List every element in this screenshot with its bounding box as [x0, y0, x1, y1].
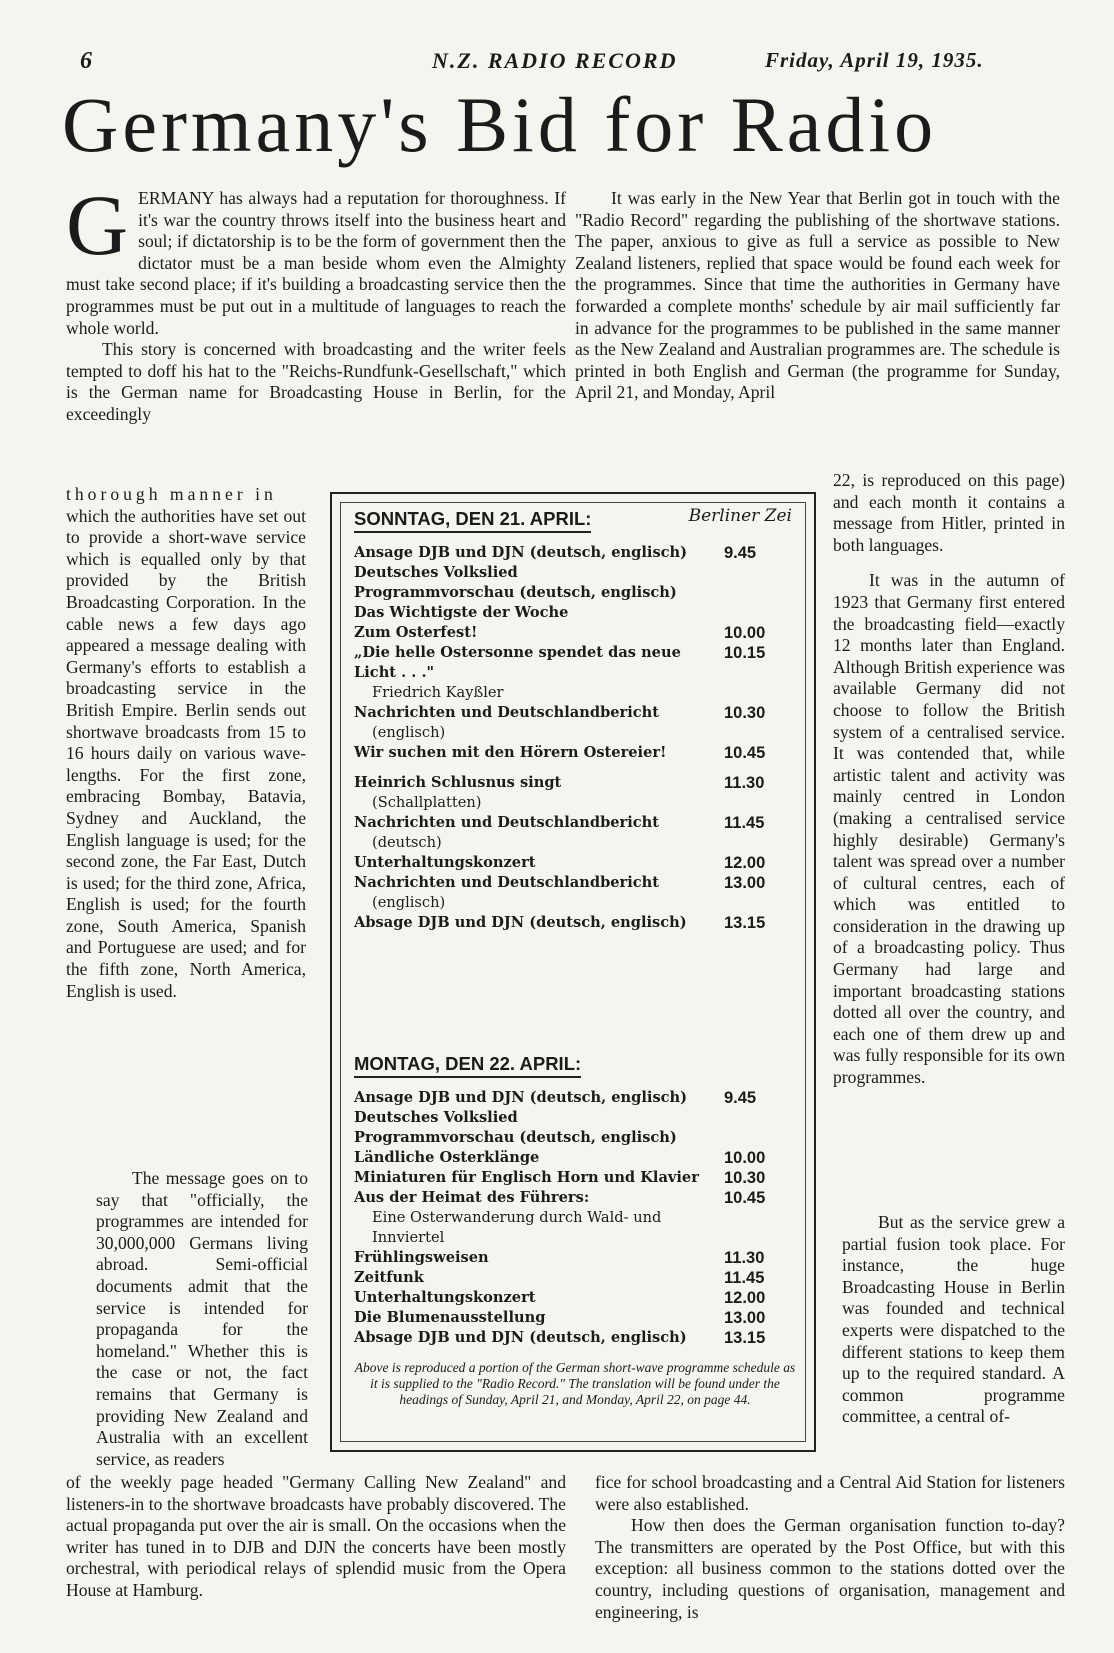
schedule-row: [354, 623, 796, 643]
left-narrow-column: [66, 484, 306, 1002]
schedule-row: [354, 1088, 796, 1108]
right-paragraph-2: It was in the autumn of 1923 that Germany first entered the broadcasting field—exactly 12 months later than England. Although British experience was available Germany did not choose to follow the British system of a centralised service. It was contended that, while artistic talent and activity was mainly centred in London (making a centralised service highly desirable) Germany's talent was spread over a number of cultural centres, each of which was entitled to consideration in the drawing up of a broadcasting policy. Thus Germany had large and important broadcasting stations dotted all over the country, and each one of them drew up and was fully responsible for its own programmes.: [833, 570, 1065, 1088]
schedule-row: [354, 1288, 796, 1308]
schedule-row: [354, 873, 796, 913]
programme-time: 9.45: [724, 1089, 757, 1107]
schedule-row: [354, 1108, 796, 1128]
schedule-row: [354, 703, 796, 743]
article-title: Germany's Bid for Radio: [62, 81, 938, 168]
paragraph-2-continued: which the authorities have set out to provide a short-wave service which is equalled only by that provided by the British Broadcasting Corporation. In the cable news a few days ago appeared a message dealing with Germany's efforts to establish a broadcasting service in the British Empire. Berlin sends out shortwave broadcasts from 15 to 16 hours daily on various wave-lengths. For the first zone, embracing Bombay, Batavia, Sydney and Auckland, the English language is used; for the second zone, the Far East, Dutch is used; for the third zone, Africa, English is used; for the fourth zone, South America, Spanish and Portuguese are used; and for the fifth zone, North America, English is used.: [66, 505, 306, 1001]
sunday-schedule: [354, 543, 796, 933]
programme-title: [354, 1148, 724, 1168]
programme-label: Ansage DJB und DJN (deutsch, englisch): [354, 1089, 688, 1106]
programme-time: 12.00: [724, 854, 766, 872]
programme-label: Programmvorschau (deutsch, englisch): [354, 1129, 677, 1146]
programme-time: 9.45: [724, 544, 757, 562]
right-paragraph-3: But as the service grew a partial fusion took place. For instance, the huge Broadcasting House in Berlin was founded and technical experts were dispatched to the different stations to keep them up to the required standard. A common programme committee, a central of-: [842, 1212, 1065, 1427]
schedule-row: [354, 743, 796, 763]
programme-label: Wir suchen mit den Hörern Ostereier!: [354, 744, 667, 761]
article-intro: [66, 177, 566, 426]
sunday-heading: SONNTAG, DEN 21. APRIL:: [354, 508, 591, 533]
programme-label: Aus der Heimat des Führers:: [354, 1189, 590, 1206]
programme-title: [354, 1288, 724, 1308]
programme-title: [354, 1308, 724, 1328]
programme-label: Nachrichten und Deutschlandbericht: [354, 704, 660, 721]
programme-time: 10.30: [724, 704, 766, 722]
programme-time: 13.15: [724, 914, 766, 932]
right-paragraph-1: It was early in the New Year that Berlin got in touch with the "Radio Record" regarding the publishing of the shortwave stations. The paper, anxious to give as full a service as possible to New Zealand listeners, replied that space would be found each week for the programmes. Since that time the authorities in Germany have forwarded a complete months' schedule by air mail sufficiently far in advance for the programmes to be published in the same manner as the New Zealand and Australian programmes are. The schedule is printed in both English and German (the programme for Sunday, April 21, and Monday, April: [575, 188, 1060, 403]
programme-label: „Die helle Ostersonne spendet das neue Licht . . .": [354, 644, 681, 681]
paragraph-1: ERMANY has always had a reputation for thoroughness. If it's war the country throws itself into the business heart and soul; if dictatorship is to be the form of government then the dictator must be a man beside whom even the Almighty must take second place; if it's building a broadcasting service then the programmes must be put out in a multitude of languages to reach the whole world.: [66, 188, 566, 338]
schedule-caption: Above is reproduced a portion of the German short-wave programme schedule as it is supplied to the "Radio Record." The translation will be found under the headings of Sunday, April 21, and Monday, April 22, on page 44.: [354, 1360, 796, 1407]
programme-label: Frühlingsweisen: [354, 1249, 489, 1266]
programme-label: Nachrichten und Deutschlandbericht: [354, 874, 660, 891]
programme-time: [724, 1128, 796, 1148]
programme-label: Absage DJB und DJN (deutsch, englisch): [354, 914, 687, 931]
programme-time: [724, 563, 796, 583]
programme-time: 13.00: [724, 874, 766, 892]
programme-title: [354, 583, 724, 603]
programme-label: Zeitfunk: [354, 1269, 424, 1286]
schedule-row: [354, 1308, 796, 1328]
programme-time: 13.15: [724, 1329, 766, 1347]
programme-time: [724, 603, 796, 623]
right-paragraph-1-continued: 22, is reproduced on this page) and each month it contains a message from Hitler, printed in both languages.: [833, 470, 1065, 555]
programme-label: Absage DJB und DJN (deutsch, englisch): [354, 1329, 687, 1346]
paragraph-3-continued: of the weekly page headed "Germany Calling New Zealand" and listeners-in to the shortwave broadcasts have probably discovered. The actual propaganda put over the air is small. On the occasions when the writer has tuned in to DJB and DJN the concerts have been mostly orchestral, with periodical relays of splendid music from the Opera House at Hamburg.: [66, 1472, 566, 1600]
programme-time: 11.30: [724, 774, 765, 792]
programme-title: [354, 1188, 724, 1248]
schedule-row: [354, 603, 796, 623]
programme-subtitle: (englisch): [372, 724, 446, 741]
programme-title: [354, 623, 724, 643]
programme-label: Nachrichten und Deutschlandbericht: [354, 814, 660, 831]
right-paragraph-3-continued: fice for school broadcasting and a Central Aid Station for listeners were also established.: [595, 1472, 1065, 1514]
schedule-row: [354, 1248, 796, 1268]
programme-time: 10.45: [724, 1189, 766, 1207]
programme-time: 11.45: [724, 1269, 765, 1287]
programme-subtitle: Eine Osterwanderung durch Wald- und Innviertel: [372, 1209, 662, 1246]
schedule-row: [354, 583, 796, 603]
programme-title: [354, 603, 724, 623]
programme-time: 11.45: [724, 814, 765, 832]
paragraph-2-continued-spaced: thorough manner in: [66, 484, 277, 504]
programme-title: [354, 1128, 724, 1148]
schedule-row: [354, 1128, 796, 1148]
schedule-row: [354, 913, 796, 933]
programme-label: Heinrich Schlusnus singt: [354, 774, 562, 791]
schedule-row: [354, 773, 796, 813]
programme-label: Zum Osterfest!: [354, 624, 478, 641]
programme-label: Ansage DJB und DJN (deutsch, englisch): [354, 544, 688, 561]
programme-title: [354, 543, 724, 563]
programme-title: [354, 643, 724, 703]
programme-label: Deutsches Volkslied: [354, 564, 518, 581]
programme-time: [724, 583, 796, 603]
schedule-row: [354, 1328, 796, 1348]
monday-heading: MONTAG, DEN 22. APRIL:: [354, 1053, 581, 1078]
programme-title: [354, 813, 724, 853]
programme-label: Deutsches Volkslied: [354, 1109, 518, 1126]
programme-title: [354, 1088, 724, 1108]
programme-title: [354, 1268, 724, 1288]
right-narrow-column-2: [842, 1212, 1065, 1428]
paragraph-2: This story is concerned with broadcasting and the writer feels tempted to doff his hat to the "Reichs-Rundfunk-Gesellschaft," which is the German name for Broadcasting House in Berlin, for the exceedingly: [66, 339, 566, 424]
schedule-row: [354, 1148, 796, 1168]
left-narrow-column-2: [96, 1168, 308, 1470]
programme-label: Das Wichtigste der Woche: [354, 604, 569, 621]
programme-title: [354, 1168, 724, 1188]
programme-schedule-box: [330, 492, 816, 1452]
schedule-row: [354, 643, 796, 703]
programme-subtitle: (Schallplatten): [372, 794, 482, 811]
schedule-row: [354, 813, 796, 853]
programme-title: [354, 773, 724, 813]
programme-time: 11.30: [724, 1249, 765, 1267]
monday-schedule: [354, 1088, 796, 1348]
programme-subtitle: Friedrich Kayßler: [372, 684, 504, 701]
right-column-top: [575, 188, 1060, 404]
programme-time: 10.15: [724, 644, 766, 662]
bottom-right-column: [595, 1472, 1065, 1623]
programme-label: Unterhaltungskonzert: [354, 1289, 536, 1306]
programme-label: Unterhaltungskonzert: [354, 854, 536, 871]
programme-time: 12.00: [724, 1289, 766, 1307]
programme-title: [354, 853, 724, 873]
programme-title: [354, 1328, 724, 1348]
schedule-row: [354, 563, 796, 583]
programme-time: 10.00: [724, 1149, 766, 1167]
programme-title: [354, 873, 724, 913]
right-paragraph-4: How then does the German organisation function to-day? The transmitters are operated by the Post Office, but with this exception: all business common to the stations dotted over the country, including questions of organisation, management and engineering, is: [595, 1515, 1065, 1622]
schedule-row: [354, 853, 796, 873]
schedule-row: [354, 1268, 796, 1288]
programme-time: 10.00: [724, 624, 766, 642]
schedule-row: [354, 1188, 796, 1248]
programme-time: [724, 1108, 796, 1128]
programme-label: Miniaturen für Englisch Horn und Klavier: [354, 1169, 699, 1186]
programme-time: 10.45: [724, 744, 766, 762]
bottom-left-column: [66, 1472, 566, 1602]
programme-title: [354, 913, 724, 933]
programme-title: [354, 563, 724, 583]
programme-title: [354, 703, 724, 743]
programme-time: 13.00: [724, 1309, 766, 1327]
schedule-row: [354, 543, 796, 563]
programme-title: [354, 1108, 724, 1128]
programme-time: 10.30: [724, 1169, 766, 1187]
programme-subtitle: (englisch): [372, 894, 446, 911]
right-narrow-column: [833, 470, 1065, 1089]
paragraph-3: The message goes on to say that "officially, the programmes are intended for 30,000,000 Germans living abroad. Semi-official documents admit that the service is intended for propaganda for the homeland." Whether this is the case or not, the fact remains that Germany is providing New Zealand and Australia with an excellent service, as readers: [96, 1168, 308, 1469]
programme-subtitle: (deutsch): [372, 834, 442, 851]
drop-cap: G: [66, 177, 129, 273]
programme-label: Programmvorschau (deutsch, englisch): [354, 584, 677, 601]
timezone-label: Berliner Zei: [688, 506, 792, 526]
schedule-row: [354, 1168, 796, 1188]
programme-title: [354, 1248, 724, 1268]
programme-label: Ländliche Osterklänge: [354, 1149, 540, 1166]
programme-title: [354, 743, 724, 763]
publication-name: N.Z. RADIO RECORD: [432, 48, 678, 73]
programme-label: Die Blumenausstellung: [354, 1309, 546, 1326]
page-number: 6: [80, 48, 92, 74]
issue-date: Friday, April 19, 1935.: [765, 48, 984, 72]
